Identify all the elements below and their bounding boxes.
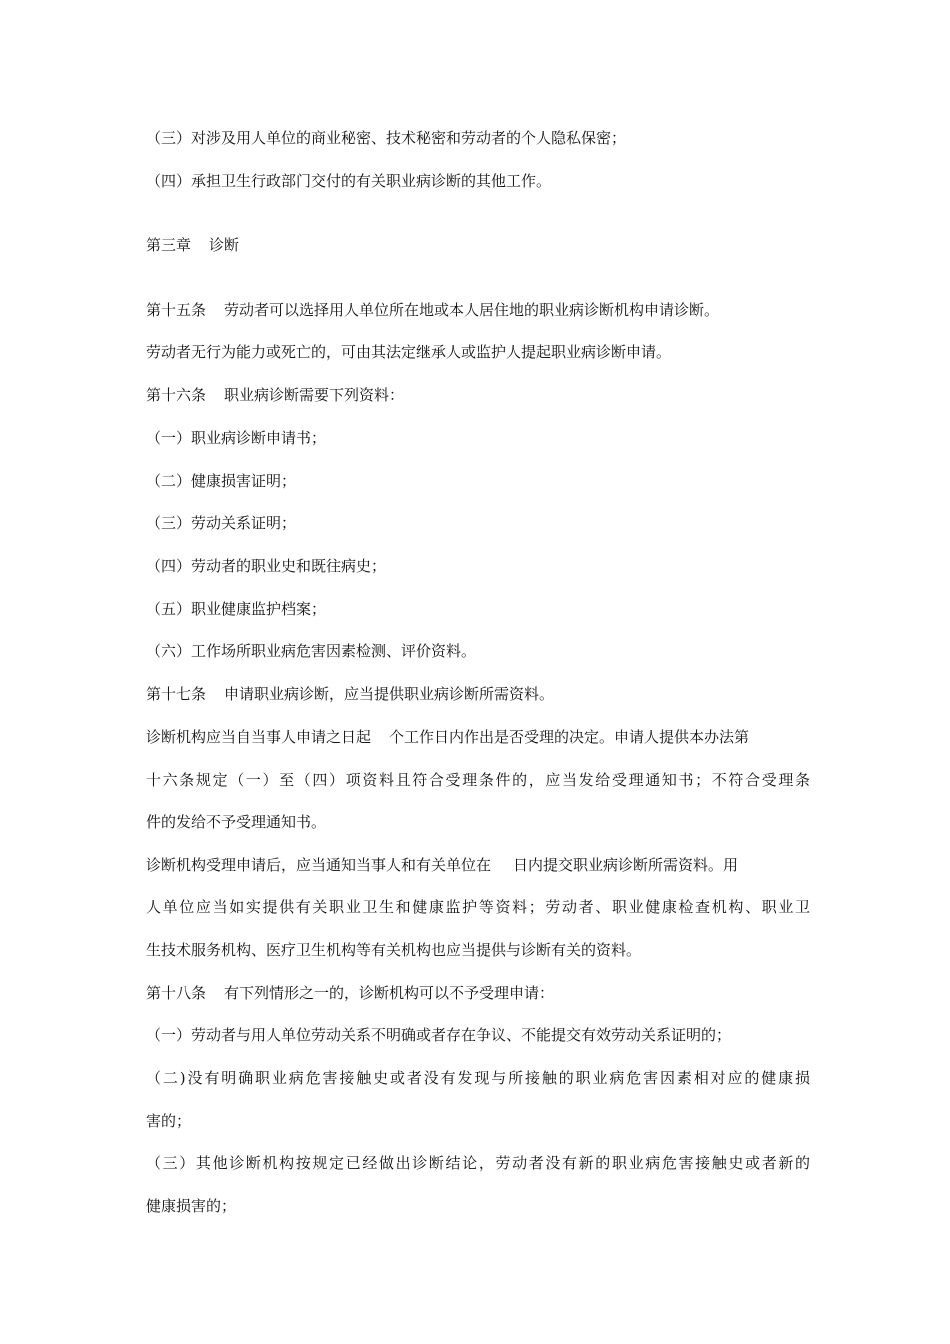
item-line: （二）健康损害证明； (146, 472, 297, 490)
article-text: 职业病诊断需要下列资料： (224, 386, 405, 404)
article-17 (146, 684, 810, 704)
article-text: 申请职业病诊断，应当提供职业病诊断所需资料。 (224, 685, 555, 703)
article-label: 第十六条 (146, 386, 207, 404)
paragraph-line (146, 855, 810, 875)
item-line: （四）承担卫生行政部门交付的有关职业病诊断的其他工作。 (146, 172, 552, 190)
article-label: 第十八条 (146, 984, 207, 1002)
chapter-heading (146, 235, 810, 255)
paragraph-line: 件的发给不予受理通知书。 (146, 813, 327, 831)
article-label: 第十五条 (146, 301, 207, 319)
item-line: （六）工作场所职业病危害因素检测、评价资料。 (146, 642, 477, 660)
text-segment: 个工作日内作出是否受理的决定。申请人提供本办法第 (389, 728, 750, 746)
article-label: 第十七条 (146, 685, 207, 703)
item-line: （一）职业病诊断申请书； (146, 429, 327, 447)
text-segment: 日内提交职业病诊断所需资料。用 (513, 856, 739, 874)
paragraph-line: 十六条规定（一）至（四）项资料且符合受理条件的，应当发给受理通知书；不符合受理条 (146, 771, 810, 789)
text-segment: 诊断机构应当自当事人申请之日起 (146, 728, 372, 746)
paragraph-line (146, 727, 810, 747)
article-text: 劳动者可以选择用人单位所在地或本人居住地的职业病诊断机构申请诊断。 (224, 301, 720, 319)
item-line: （三）对涉及用人单位的商业秘密、技术秘密和劳动者的个人隐私保密； (146, 129, 627, 147)
article-15 (146, 300, 810, 320)
item-line: （一）劳动者与用人单位劳动关系不明确或者存在争议、不能提交有效劳动关系证明的； (146, 1026, 732, 1044)
item-line: 害的； (146, 1112, 192, 1130)
article-16 (146, 385, 810, 405)
item-line: （四）劳动者的职业史和既往病史； (146, 557, 387, 575)
item-line: 健康损害的； (146, 1197, 237, 1215)
paragraph-line: 生技术服务机构、医疗卫生机构等有关机构也应当提供与诊断有关的资料。 (146, 941, 642, 959)
item-line: （三）劳动关系证明； (146, 514, 297, 532)
text-segment: 诊断机构受理申请后，应当通知当事人和有关单位在 (146, 856, 492, 874)
item-line: （二)没有明确职业病危害接触史或者没有发现与所接触的职业病危害因素相对应的健康损 (146, 1069, 810, 1087)
chapter-label: 第三章 (146, 236, 192, 254)
paragraph-line: 人单位应当如实提供有关职业卫生和健康监护等资料；劳动者、职业健康检查机构、职业卫 (146, 898, 810, 916)
chapter-title: 诊断 (209, 236, 240, 254)
article-text: 有下列情形之一的，诊断机构可以不予受理申请： (224, 984, 555, 1002)
item-line: （三）其他诊断机构按规定已经做出诊断结论，劳动者没有新的职业病危害接触史或者新的 (146, 1154, 810, 1172)
paragraph-line: 劳动者无行为能力或死亡的，可由其法定继承人或监护人提起职业病诊断申请。 (146, 343, 672, 361)
item-line: （五）职业健康监护档案； (146, 600, 327, 618)
article-18 (146, 983, 810, 1003)
